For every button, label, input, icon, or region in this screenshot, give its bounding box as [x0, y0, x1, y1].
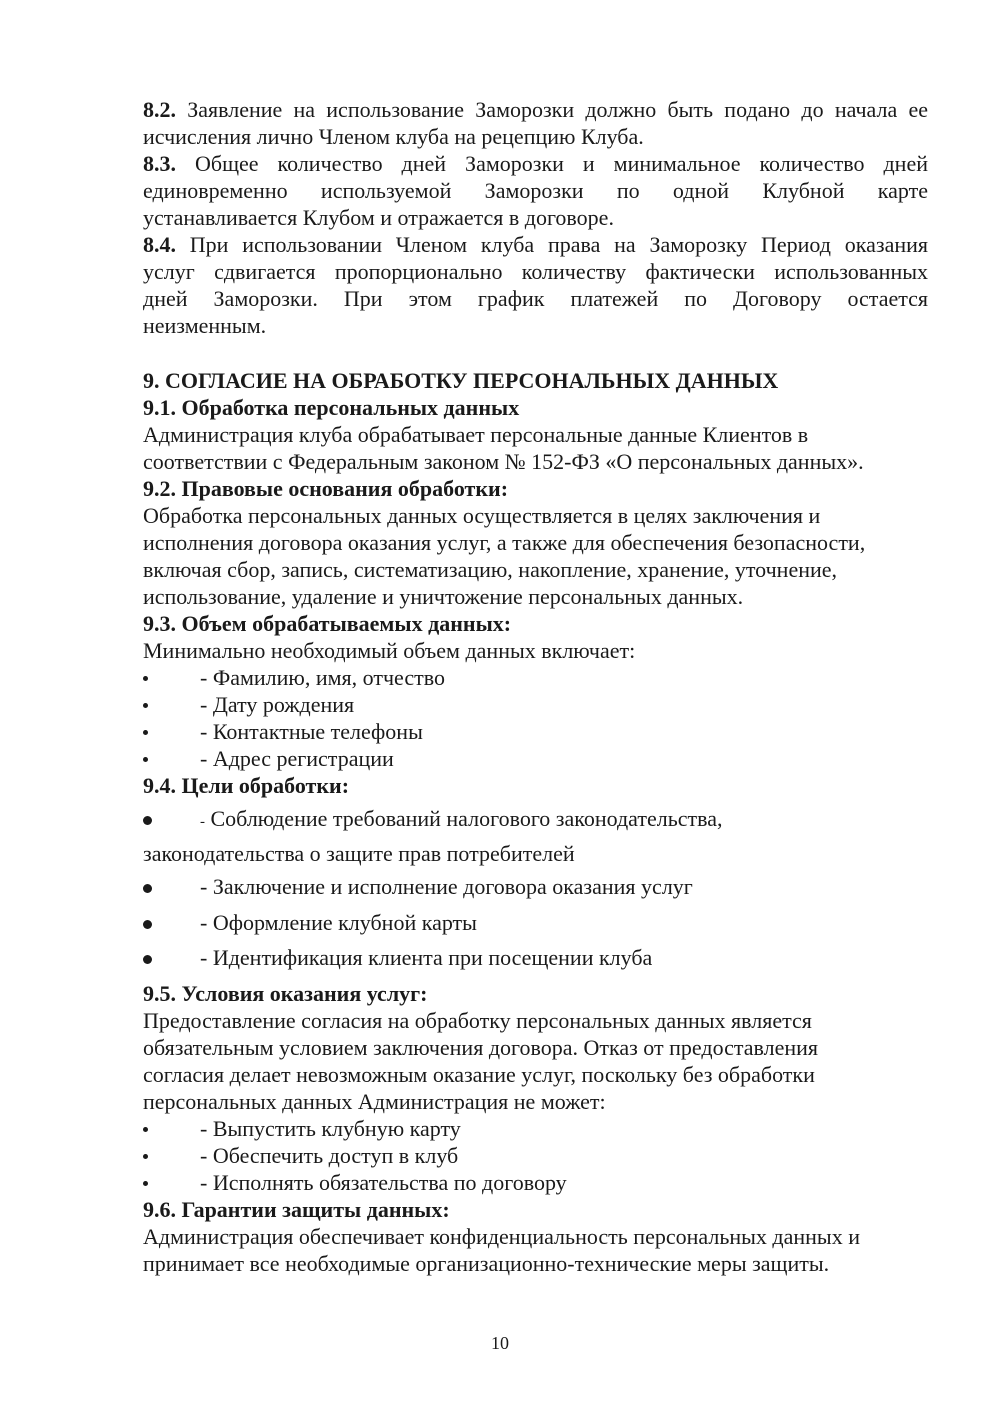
section-title: 9. СОГЛАСИЕ НА ОБРАБОТКУ ПЕРСОНАЛЬНЫХ ДАННЫХ	[143, 368, 779, 393]
bullet-icon	[143, 757, 148, 762]
text-line: исполнения договора оказания услуг, а также для обеспечения безопасности,	[143, 530, 866, 555]
page-number: 10	[491, 1333, 509, 1353]
text-line: Администрация клуба обрабатывает персональные данные Клиентов в	[143, 422, 809, 447]
text-line: Обработка персональных данных осуществляется в целях заключения и	[143, 503, 821, 528]
text-line: принимает все необходимые организационно-технические меры защиты.	[143, 1251, 830, 1276]
text-line: использование, удаление и уничтожение персональных данных.	[143, 584, 744, 609]
text-line: Администрация обеспечивает конфиденциальность персональных данных и	[143, 1224, 860, 1249]
bullet-icon	[143, 884, 152, 893]
text-line: соответствии с Федеральным законом № 152-ФЗ «О персональных данных».	[143, 449, 864, 474]
paragraph-8-4: 8.4. При использовании Членом клуба права на Заморозку Период оказания услуг сдвигается пропорционально количеству фактически использованных дней Заморозки. При этом график платежей по Договору остается неизменным.	[143, 232, 928, 338]
subsection-heading-9-2: 9.2. Правовые основания обработки:	[143, 476, 509, 501]
subsection-heading-9-1: 9.1. Обработка персональных данных	[143, 395, 520, 420]
clause-number: 8.2.	[143, 97, 176, 122]
bullet-icon	[143, 730, 148, 735]
text-line: Предоставление согласия на обработку персональных данных является	[143, 1008, 812, 1033]
bullet-icon	[143, 816, 152, 825]
bullet-icon	[143, 920, 152, 929]
clause-number: 8.3.	[143, 151, 176, 176]
subsection-heading-9-3: 9.3. Объем обрабатываемых данных:	[143, 611, 512, 636]
text-line: включая сбор, запись, систематизацию, накопление, хранение, уточнение,	[143, 557, 838, 582]
bullet-icon	[143, 955, 152, 964]
paragraph-8-3: 8.3. Общее количество дней Заморозки и минимальное количество дней единовременно используемой Заморозки по одной Клубной карте устанавливается Клубом и отражается в договоре.	[143, 151, 928, 230]
bullet-icon	[143, 1181, 148, 1186]
bullet-icon	[143, 676, 148, 681]
clause-number: 8.4.	[143, 232, 176, 257]
text-line: персональных данных Администрация не может:	[143, 1089, 606, 1114]
text-line: законодательства о защите прав потребителей	[143, 841, 575, 866]
subsection-heading-9-4: 9.4. Цели обработки:	[143, 773, 350, 798]
bullet-icon	[143, 703, 148, 708]
text-line: согласия делает невозможным оказание услуг, поскольку без обработки	[143, 1062, 815, 1087]
subsection-heading-9-5: 9.5. Условия оказания услуг:	[143, 981, 428, 1006]
bullet-icon	[143, 1154, 148, 1159]
paragraph-8-2: 8.2. Заявление на использование Заморозки должно быть подано до начала ее исчисления лично Членом клуба на рецепцию Клуба.	[143, 97, 928, 149]
text-line: Минимально необходимый объем данных включает:	[143, 638, 636, 663]
subsection-heading-9-6: 9.6. Гарантии защиты данных:	[143, 1197, 450, 1222]
bullet-icon	[143, 1127, 148, 1132]
text-line: обязательным условием заключения договора. Отказ от предоставления	[143, 1035, 819, 1060]
